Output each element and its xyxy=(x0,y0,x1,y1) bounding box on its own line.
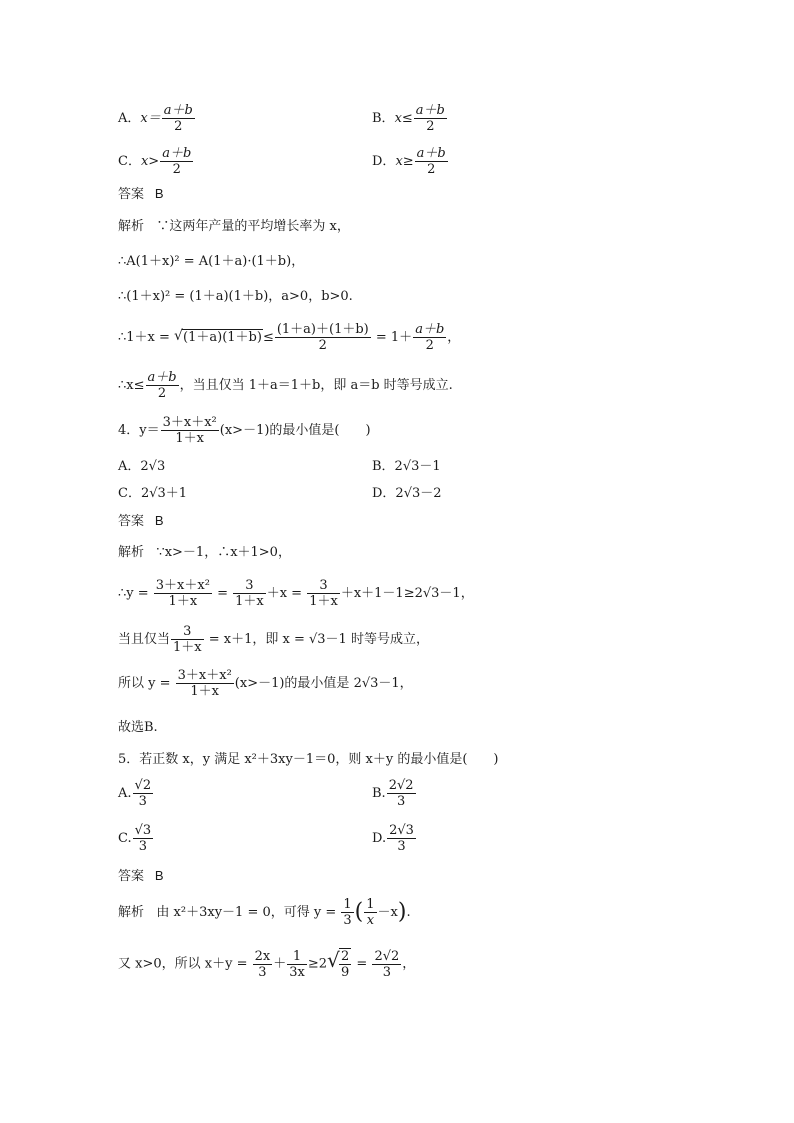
q3-solution-line-5: ∴x≤ $\frac{a+b}{2}$ ，当且仅当 1＋a＝1＋b，即 a＝b 时等号成立. xyxy=(118,370,453,401)
q3-solution-line-2: ∴A(1＋x)² = A(1＋a)·(1＋b)， xyxy=(118,254,305,269)
q4-option-a: A．2√3 xyxy=(118,459,166,474)
q4-solution-line-4: 所以 y = $\frac{\text{3＋x＋x²}}{1+x}$ (x>－1)的最小值是 2√3－1， xyxy=(118,668,413,699)
fraction: $\frac{2x}{3}$ xyxy=(254,948,271,980)
fraction: $\frac{2√2}{3}$ xyxy=(374,948,400,980)
q5-option-a: A. $\frac{√2}{3}$ xyxy=(118,778,152,809)
fraction: $\frac{2√2}{3}$ xyxy=(388,778,414,809)
fraction: $\frac{3}{1+x}$ xyxy=(173,624,202,655)
q4-option-c: C．2√3＋1 xyxy=(118,486,188,501)
fraction: $\frac{a+b}{2}$ xyxy=(163,103,193,134)
fraction: $\frac{\text{3＋x＋x²}}{1+x}$ xyxy=(177,668,232,699)
q3-option-b: B．x≤ $\frac{a+b}{2}$ xyxy=(372,103,445,134)
fraction: $\frac{(1+a)+(1+b)}{2}$ xyxy=(276,322,369,353)
q5-option-c: C. $\frac{√3}{3}$ xyxy=(118,823,152,854)
fraction: $\frac{\text{3＋x＋x²}}{1+x}$ xyxy=(155,578,210,609)
fraction: $\frac{3}{1+x}$ xyxy=(309,578,338,609)
square-root: √ $\frac{2}{9}$ xyxy=(327,948,350,980)
fraction: $\frac{a+b}{2}$ xyxy=(416,146,446,177)
q5-option-b: B. $\frac{2√2}{3}$ xyxy=(372,778,414,809)
q3-solution-line-4: ∴1＋x = √ (1＋a)(1＋b)≤ $\frac{(1+a)+(1+b)}{2}$ = 1＋ $\frac{a+b}{2}$ ， xyxy=(118,322,461,353)
q5-answer: 答案 B xyxy=(118,868,164,883)
q4-solution-line-5: 故选B. xyxy=(118,720,158,735)
square-root: √ (1＋a)(1＋b) xyxy=(174,328,262,345)
q4-solution-line-2: ∴y = $\frac{\text{3＋x＋x²}}{1+x}$ = $\frac{3}{1+x}$ ＋x = $\frac{3}{1+x}$ ＋x＋1－1≥2√3－1， xyxy=(118,578,474,609)
q5-solution-line-2: 又 x>0，所以 x＋y = $\frac{2x}{3}$ ＋ $\frac{1}{3x}$ ≥2 √ $\frac{2}{9}$ = $\frac{2√2}{3}$ ， xyxy=(118,948,416,980)
q3-solution-line-3: ∴(1＋x)² = (1＋a)(1＋b)，a>0，b>0. xyxy=(118,289,353,304)
q3-option-a: A．x＝ $\frac{a+b}{2}$ xyxy=(118,103,193,134)
q5-stem: 5．若正数 x，y 满足 x²＋3xy－1＝0，则 x＋y 的最小值是( ) xyxy=(118,752,499,767)
fraction: $\frac{2√3}{3}$ xyxy=(389,823,414,854)
q3-option-c: C．x> $\frac{a+b}{2}$ xyxy=(118,146,192,177)
q4-answer: 答案 B xyxy=(118,513,164,528)
q3-solution-line-1: 解析 ∵这两年产量的平均增长率为 x， xyxy=(118,218,350,234)
q4-option-b: B．2√3－1 xyxy=(372,459,441,474)
q4-stem: 4．y＝ $\frac{\text{3＋x＋x²}}{1+x}$ (x>－1)的最小值是( ) xyxy=(118,415,371,446)
fraction: $\frac{a+b}{2}$ xyxy=(415,322,445,353)
fraction: $\frac{1}{x}$ xyxy=(366,897,375,928)
fraction: $\frac{√3}{3}$ xyxy=(134,823,152,854)
fraction: $\frac{1}{3}$ xyxy=(343,897,352,928)
q3-answer: 答案 B xyxy=(118,186,164,201)
q4-solution-line-1: 解析 ∵x>－1，∴x＋1>0， xyxy=(118,544,291,560)
q4-solution-line-3: 当且仅当 $\frac{3}{1+x}$ = x＋1，即 x = √3－1 时等号成立， xyxy=(118,624,429,655)
q5-solution-line-1: 解析 由 x²＋3xy－1 = 0，可得 y = $\frac{1}{3}$ ( $\frac{1}{x}$ －x). xyxy=(118,897,411,928)
fraction: $\frac{1}{3x}$ xyxy=(289,948,305,980)
fraction: $\frac{3}{1+x}$ xyxy=(235,578,264,609)
fraction: $\frac{a+b}{2}$ xyxy=(147,370,177,401)
fraction: $\frac{a+b}{2}$ xyxy=(162,146,192,177)
fraction: $\frac{√2}{3}$ xyxy=(134,778,152,809)
q3-option-d: D．x≥ $\frac{a+b}{2}$ xyxy=(372,146,446,177)
fraction: $\frac{a+b}{2}$ xyxy=(415,103,445,134)
q5-option-d: D. $\frac{2√3}{3}$ xyxy=(372,823,414,854)
q4-option-d: D．2√3－2 xyxy=(372,486,442,501)
fraction: $\frac{\text{3＋x＋x²}}{1+x}$ xyxy=(162,415,217,446)
